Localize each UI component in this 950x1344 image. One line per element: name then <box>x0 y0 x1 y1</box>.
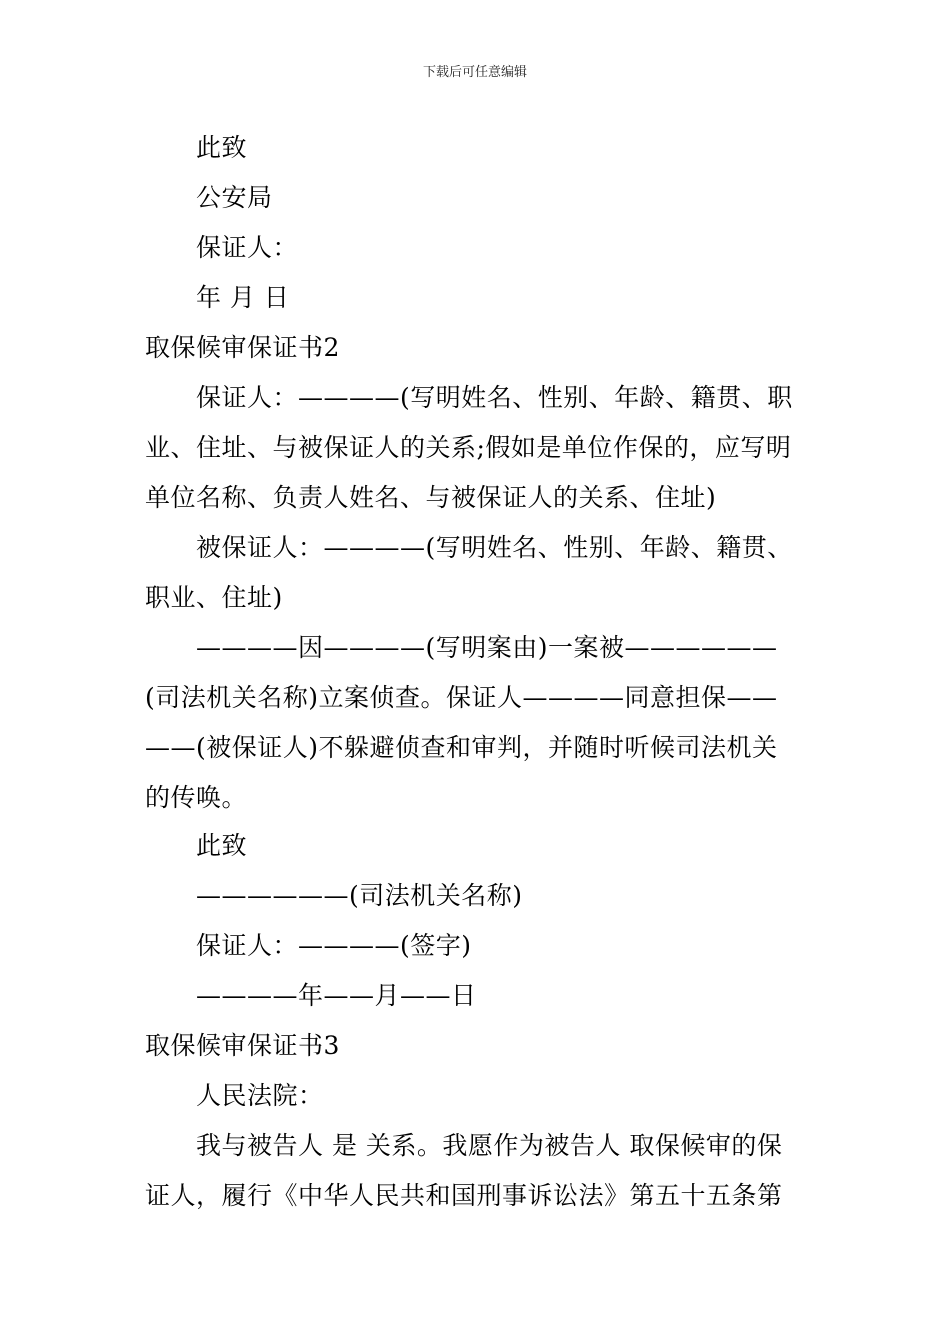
date-line: 年 月 日 <box>196 283 290 312</box>
paragraph-line: 被保证人：————(写明姓名、性别、年龄、籍贯、 <box>196 533 793 562</box>
paragraph-line: 证人，履行《中华人民共和国刑事诉讼法》第五十五条第 <box>145 1181 783 1210</box>
recipient-police-bureau: 公安局 <box>196 183 273 212</box>
paragraph-line: 我与被告人 是 关系。我愿作为被告人 取保候审的保 <box>196 1131 783 1160</box>
paragraph-line: (司法机关名称)立案侦查。保证人————同意担保—— <box>145 683 778 712</box>
paragraph-line: 的传唤。 <box>145 783 248 812</box>
page-header: 下载后可任意编辑 <box>422 65 527 80</box>
closing-salutation: 此致 <box>196 831 248 860</box>
section-heading-2: 取保候审保证书2 <box>145 333 340 362</box>
guarantor-signature-label: 保证人： <box>196 233 299 262</box>
recipient-judicial-organ: ——————(司法机关名称) <box>196 881 523 910</box>
paragraph-line: ————因————(写明案由)一案被—————— <box>196 633 778 662</box>
guarantor-signature-line: 保证人：————(签字) <box>196 931 472 960</box>
section-heading-3: 取保候审保证书3 <box>145 1031 340 1060</box>
date-line: ————年——月——日 <box>196 981 477 1010</box>
closing-salutation: 此致 <box>196 133 248 162</box>
paragraph-line: ——(被保证人)不躲避侦查和审判，并随时听候司法机关 <box>145 733 778 762</box>
recipient-court: 人民法院： <box>196 1081 324 1110</box>
paragraph-line: 业、住址、与被保证人的关系;假如是单位作保的，应写明 <box>145 433 792 462</box>
paragraph-line: 单位名称、负责人姓名、与被保证人的关系、住址) <box>145 483 717 512</box>
paragraph-line: 保证人：————(写明姓名、性别、年龄、籍贯、职 <box>196 383 793 412</box>
paragraph-line: 职业、住址) <box>145 583 283 612</box>
